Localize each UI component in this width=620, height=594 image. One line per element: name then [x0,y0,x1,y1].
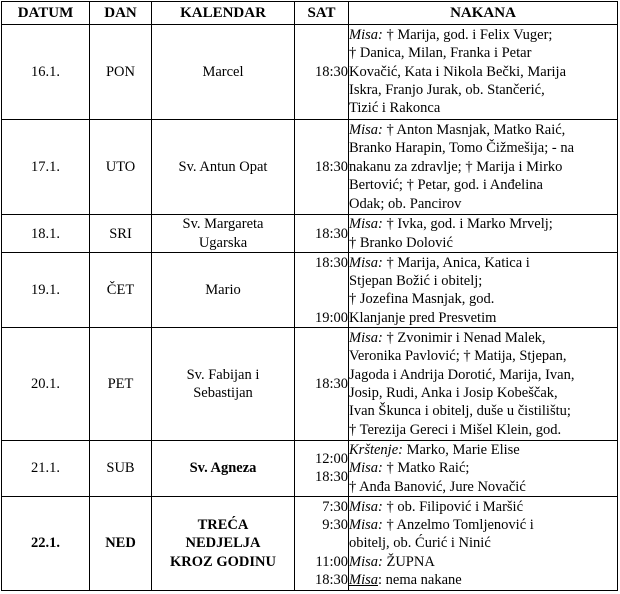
nakana-line [349,254,617,272]
dan-cell: SRI [90,215,152,253]
dan-cell: PON [90,25,152,120]
kalendar-line: TREĆA [197,517,249,534]
intention-text: Marko, Marie Elise [402,441,520,458]
mass-label: Misa: [349,460,383,477]
nakana-line [349,121,617,139]
nakana-line [349,329,617,347]
kalendar-line: Marcel [202,63,244,80]
schedule-table [1,1,618,591]
mass-label: Misa: [349,216,383,233]
datum-cell: 22.1. [2,497,90,591]
intention-text: Veronika Pavlović; † Matija, Stjepan, [349,348,567,365]
nakana-line [349,44,617,62]
kalendar-cell [152,253,295,328]
mass-label: Misa: [349,121,383,138]
table-row [2,253,618,328]
nakana-cell [349,328,618,440]
nakana-line [349,272,617,290]
intention-text: † Ivka, god. i Marko Mrvelj; [382,216,553,233]
mass-label: Misa [349,572,378,589]
intention-text: Branko Harapin, Tomo Čižmešija; - na [349,140,575,157]
header-nakana: NAKANA [349,2,618,25]
nakana-line [349,516,617,534]
nakana-line [349,421,617,439]
nakana-line [349,26,617,44]
mass-label: Misa: [349,254,383,271]
intention-text: † Danica, Milan, Franka i Petar [349,45,532,62]
kalendar-line: KROZ GODINU [170,553,276,570]
nakana-line [349,498,617,516]
intention-text: † Marija, Anica, Katica i [382,254,530,271]
time-slot: 18:30 [314,375,348,392]
sat-cell [295,253,349,328]
datum-cell: 17.1. [2,119,90,215]
mass-label: Misa: [349,517,383,534]
intention-text: † Anzelmo Tomljenović i [382,517,534,534]
mass-label: Misa: [349,553,383,570]
kalendar-line: Sv. Antun Opat [178,158,268,175]
kalendar-line: Ugarska [198,234,248,251]
intention-text: Bertović; † Petar, god. i Anđelina [349,177,543,194]
time-slot: 18:30 [314,469,348,486]
kalendar-line: Sv. Margareta [182,216,264,233]
nakana-line [349,195,617,213]
dan-cell: SUB [90,440,152,497]
nakana-cell [349,253,618,328]
intention-text: : nema nakane [378,572,462,589]
nakana-line [349,366,617,384]
intention-text: † Terezija Gereci i Mišel Klein, god. [349,421,562,438]
nakana-cell [349,497,618,591]
table-row [2,215,618,253]
kalendar-line: Mario [205,282,241,299]
nakana-line [349,534,617,552]
nakana-cell [349,215,618,253]
datum-cell: 21.1. [2,440,90,497]
mass-label: Misa: [349,329,383,346]
intention-text: Tizić i Rakonca [349,100,441,117]
table-row [2,328,618,440]
sat-cell [295,119,349,215]
time-slot [295,272,348,290]
time-slot [295,290,348,308]
nakana-line [349,309,617,327]
nakana-line [349,139,617,157]
time-slot: 7:30 [322,498,348,515]
intention-text: obitelj, ob. Ćurić i Ninić [349,535,491,552]
datum-cell: 16.1. [2,25,90,120]
nakana-line [349,81,617,99]
dan-cell: PET [90,328,152,440]
time-slot: 18:30 [314,158,348,175]
nakana-line [349,99,617,117]
intention-text: † Zvonimir i Nenad Malek, [382,329,546,346]
nakana-line [349,478,617,496]
dan-cell: ČET [90,253,152,328]
mass-label: Misa: [349,498,383,515]
intention-text: Stjepan Božić i obitelj; [349,273,483,289]
table-row [2,119,618,215]
kalendar-cell [152,440,295,497]
nakana-line [349,553,617,571]
header-row [2,2,618,25]
intention-text: † Anton Masnjak, Matko Raić, [382,121,566,138]
time-slot: 18:30 [314,225,348,242]
time-slot: 18:30 [314,254,348,271]
nakana-line [349,158,617,176]
sat-cell [295,497,349,591]
nakana-line [349,571,617,589]
datum-cell: 20.1. [2,328,90,440]
intention-text: Josip, Rudi, Anka i Josip Kobeščak, [349,385,558,402]
intention-text: † Marija, god. i Felix Vuger; [382,26,553,43]
kalendar-line: Sv. Agneza [189,460,257,477]
table-row [2,25,618,120]
nakana-line [349,290,617,308]
time-slot: 19:00 [314,309,348,326]
nakana-line [349,384,617,402]
sat-cell [295,215,349,253]
table-row [2,497,618,591]
nakana-line [349,176,617,194]
intention-text: † Anđa Banović, Jure Novačić [349,478,526,495]
kalendar-line: Sv. Fabijan i [186,366,260,383]
nakana-cell [349,25,618,120]
sat-cell [295,328,349,440]
kalendar-cell [152,119,295,215]
intention-text: † ob. Filipović i Maršić [382,498,524,515]
intention-text: † Branko Dolović [349,234,453,251]
intention-text: Iskra, Franjo Jurak, ob. Stančerić, [349,82,545,99]
time-slot: 18:30 [314,63,348,80]
kalendar-line: NEDJELJA [185,535,261,552]
intention-text: Odak; ob. Pancirov [349,195,462,212]
time-slot: 12:00 [314,451,348,468]
kalendar-cell [152,215,295,253]
sat-cell [295,25,349,120]
time-slot [295,534,348,552]
intention-text: Kovačić, Kata i Nikola Bečki, Marija [349,63,567,80]
header-kalendar: KALENDAR [152,2,295,25]
header-sat: SAT [295,2,349,25]
intention-text: Klanjanje pred Presvetim [349,309,497,326]
nakana-cell [349,440,618,497]
intention-text: ŽUPNA [382,553,435,570]
sat-cell [295,440,349,497]
nakana-line [349,347,617,365]
header-dan: DAN [90,2,152,25]
time-slot: 11:00 [315,553,348,570]
table-row [2,440,618,497]
time-slot: 18:30 [314,572,348,589]
intention-text: † Matko Raić; [382,460,470,477]
intention-text: Ivan Škunca i obitelj, duše u čistilištu; [349,403,571,420]
nakana-line [349,63,617,81]
dan-cell: NED [90,497,152,591]
kalendar-cell [152,497,295,591]
datum-cell: 18.1. [2,215,90,253]
header-datum: DATUM [2,2,90,25]
nakana-line [349,459,617,477]
mass-label: Krštenje: [349,441,403,458]
mass-label: Misa: [349,26,383,43]
time-slot: 9:30 [322,517,348,534]
intention-text: nakanu za zdravlje; † Marija i Mirko [349,158,563,175]
kalendar-cell [152,328,295,440]
datum-cell: 19.1. [2,253,90,328]
intention-text: Jagoda i Andrija Dorotić, Marija, Ivan, [349,366,575,383]
kalendar-line: Sebastijan [193,385,253,402]
kalendar-cell [152,25,295,120]
intention-text: † Jozefina Masnjak, god. [349,291,495,308]
nakana-line [349,402,617,420]
nakana-line [349,215,617,233]
nakana-line [349,234,617,252]
nakana-line [349,441,617,459]
nakana-cell [349,119,618,215]
dan-cell: UTO [90,119,152,215]
